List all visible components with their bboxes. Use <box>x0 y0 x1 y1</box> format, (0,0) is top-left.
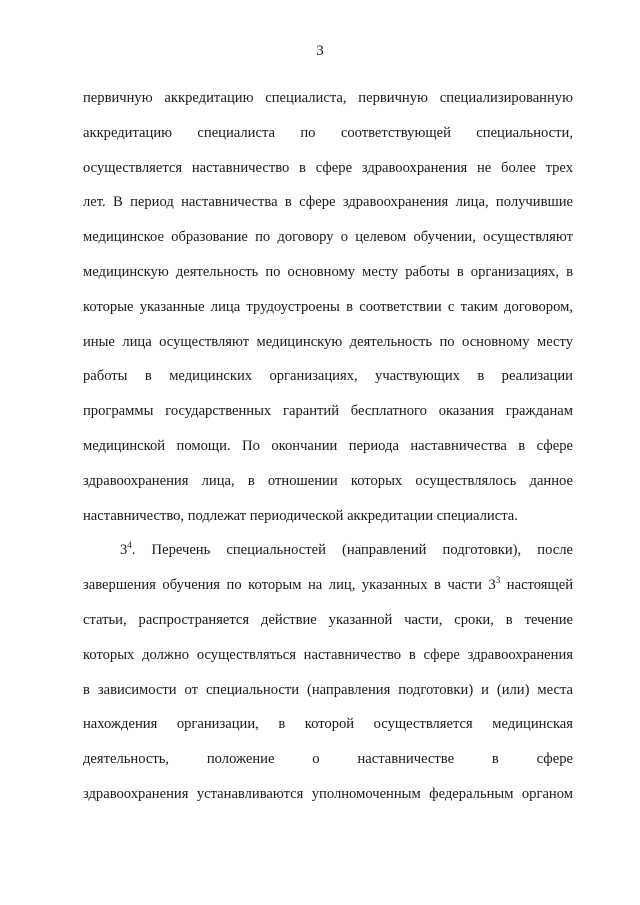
text-line: в зависимости от специальности (направления подготовки) и (или) места <box>83 681 573 698</box>
text-line: которых должно осуществляться наставничество в сфере здравоохранения <box>83 646 573 663</box>
text-line: осуществляется наставничество в сфере здравоохранения не более трех <box>83 159 573 176</box>
text-line: здравоохранения устанавливаются уполномоченным федеральным органом <box>83 785 573 802</box>
paragraph-number: 3 <box>120 542 128 559</box>
text-fragment: . Перечень специальностей (направлений подготовки), после <box>131 542 573 559</box>
text-line: медицинскую деятельность по основному месту работы в организациях, в <box>83 263 573 280</box>
text-line: медицинское образование по договору о целевом обучении, осуществляют <box>83 229 573 246</box>
text-line: первичную аккредитацию специалиста, первичную специализированную <box>83 90 573 106</box>
text-line: программы государственных гарантий бесплатного оказания гражданам <box>83 403 573 420</box>
paragraph-start-line <box>83 533 573 568</box>
text-line: работы в медицинских организациях, участвующих в реализации <box>83 368 573 385</box>
text-line: аккредитацию специалиста по соответствующей специальности, <box>83 124 573 141</box>
text-line <box>83 568 573 603</box>
part-reference-superscript: 3 <box>495 575 501 586</box>
text-line: иные лица осуществляют медицинскую деятельность по основному месту <box>83 333 573 350</box>
text-fragment: завершения обучения по которым на лиц, указанных в части 3 <box>83 577 496 594</box>
text-line: лет. В период наставничества в сфере здравоохранения лица, получившие <box>83 194 573 211</box>
text-line: нахождения организации, в которой осуществляется медицинская <box>83 716 573 733</box>
text-fragment: настоящей <box>500 577 573 594</box>
text-line: статьи, распространяется действие указанной части, сроки, в течение <box>83 611 573 628</box>
text-line: наставничество, подлежат периодической аккредитации специалиста. <box>83 507 518 524</box>
page-number: 3 <box>316 43 324 59</box>
text-line: здравоохранения лица, в отношении которых осуществлялось данное <box>83 472 573 489</box>
text-line: деятельность, положение о наставничестве в сфере <box>83 751 573 768</box>
document-body <box>83 81 573 812</box>
text-line: которые указанные лица трудоустроены в соответствии с таким договором, <box>83 298 573 315</box>
paragraph-number-superscript: 4 <box>127 540 132 551</box>
text-line: медицинской помощи. По окончании периода наставничества в сфере <box>83 437 573 454</box>
